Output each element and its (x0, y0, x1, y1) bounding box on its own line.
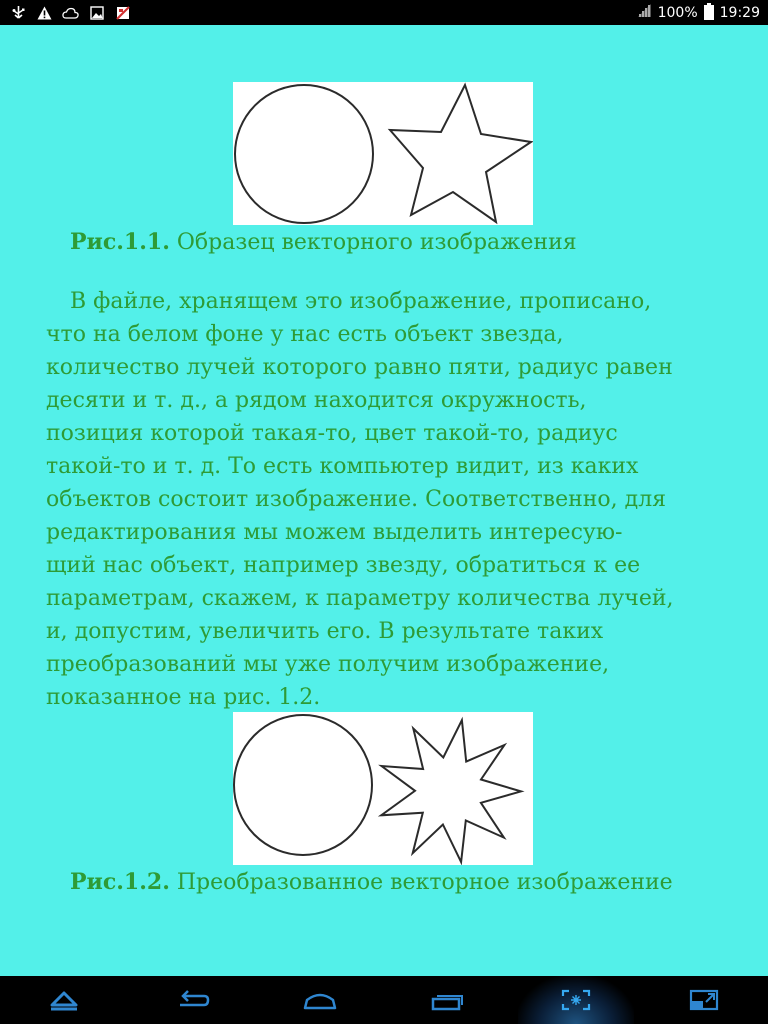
figure-2-caption (70, 869, 673, 895)
paragraph-line: редактирования мы можем выделить интересую- (46, 520, 623, 545)
cloud-icon (62, 4, 79, 21)
back-icon (174, 988, 210, 1012)
nine-point-star-shape (381, 720, 521, 862)
paragraph-line: параметрам, скажем, к параметру количества лучей, (46, 586, 674, 611)
recent-apps-button[interactable] (418, 976, 478, 1024)
figure-1-caption (70, 229, 577, 255)
figure-2-image (233, 712, 533, 865)
figure-2-caption-text: Преобразованное векторное изображение (169, 870, 673, 895)
paragraph-line: щий нас объект, например звезду, обратиться к ее (46, 553, 641, 578)
status-bar (0, 0, 768, 25)
paragraph-line: такой-то и т. д. То есть компьютер видит, из каких (46, 454, 639, 479)
window-icon (688, 988, 720, 1012)
home-icon (302, 988, 338, 1012)
battery-percent: 100% (657, 4, 698, 21)
paragraph-line: и, допустим, увеличить его. В результате таких (46, 619, 604, 644)
flag-icon (114, 4, 131, 21)
warning-icon (36, 4, 53, 21)
paragraph-line: позиция которой такая-то, цвет такой-то, радиус (46, 421, 618, 446)
five-point-star-shape (390, 85, 531, 222)
paragraph-line: объектов состоит изображение. Соответственно, для (46, 487, 667, 512)
screenshot-icon (560, 988, 592, 1012)
usb-icon (10, 4, 27, 21)
signal-icon (637, 3, 652, 22)
back-button[interactable] (162, 976, 222, 1024)
screenshot-button[interactable] (546, 976, 606, 1024)
home-button[interactable] (290, 976, 350, 1024)
battery-icon (704, 5, 714, 20)
paragraph-line: показанное на рис. 1.2. (46, 685, 321, 710)
body-paragraph (46, 285, 736, 714)
paragraph-line: десяти и т. д., а рядом находится окружность, (46, 388, 587, 413)
paragraph-line: преобразований мы уже получим изображение, (46, 652, 610, 677)
clock: 19:29 (719, 4, 760, 21)
menu-up-button[interactable] (34, 976, 94, 1024)
paragraph-line: что на белом фоне у нас есть объект звезда, (46, 322, 564, 347)
figure-2-caption-label: Рис.1.2. (70, 869, 170, 895)
navigation-bar (0, 976, 768, 1024)
circle-shape (234, 715, 372, 855)
figure-1-image (233, 82, 533, 225)
figure-1-caption-label: Рис.1.1. (70, 229, 170, 255)
paragraph-line: количество лучей которого равно пяти, радиус равен (46, 355, 673, 380)
figure-1-caption-text: Образец векторного изображения (169, 230, 577, 255)
menu-up-icon (48, 988, 80, 1012)
window-button[interactable] (674, 976, 734, 1024)
paragraph-line: В файле, хранящем это изображение, прописано, (70, 289, 652, 314)
circle-shape (235, 85, 373, 223)
image-icon (88, 4, 105, 21)
recent-apps-icon (430, 988, 466, 1012)
